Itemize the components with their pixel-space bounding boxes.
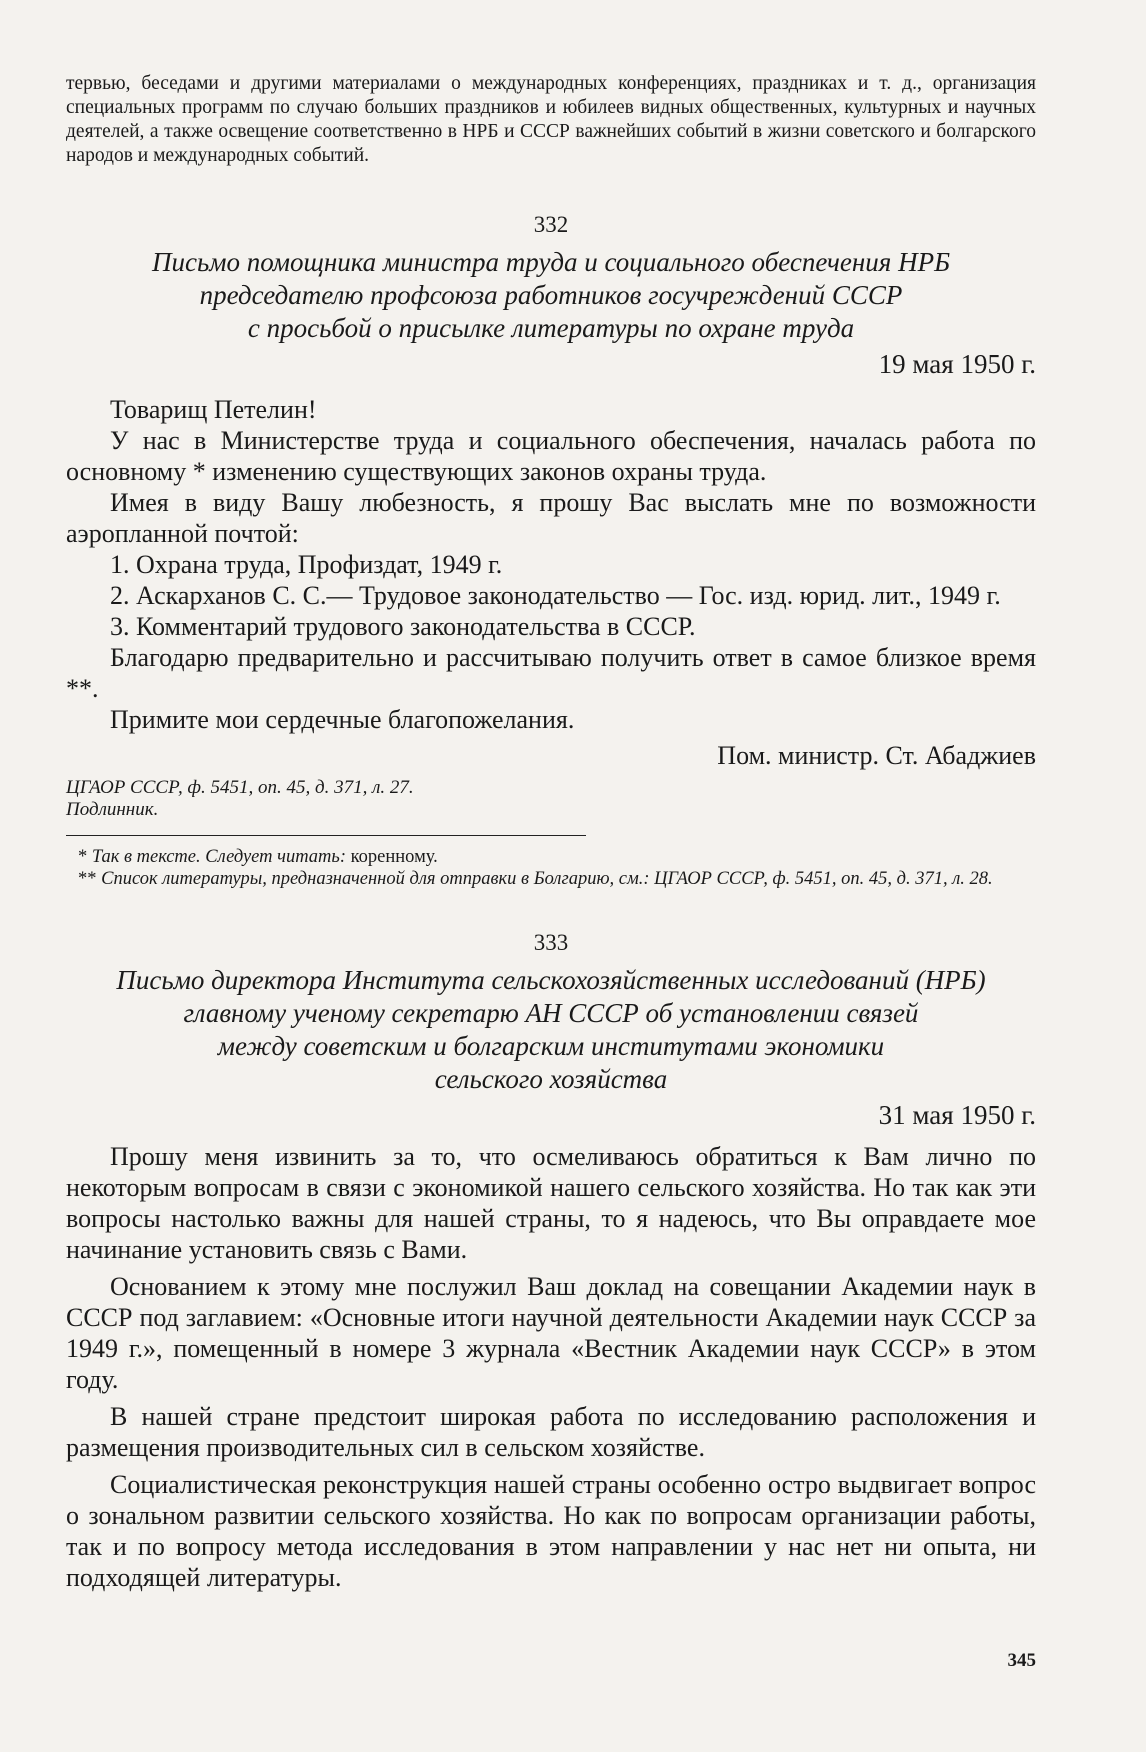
signature: Пом. министр. Ст. Абаджиев [717,741,1036,770]
letter-paragraph: Прошу меня извинить за то, что осмеливаюсь обратиться к Вам лично по некоторым вопросам в связи с экономикой нашего сельского хозяйства. Но так как эти вопросы настолько важны для нашей страны, то я надеюсь, что Вы оправдаете мое начинание установить связь с Вами. [66,1142,1036,1264]
letter-paragraph: Имея в виду Вашу любезность, я прошу Вас выслать мне по возможности аэропланной почтой: [66,488,1036,548]
title-line: Письмо помощника министра труда и социального обеспечения НРБ [152,247,950,277]
page-number: 345 [1007,1650,1036,1671]
footnote [66,846,1036,868]
letter-closing: Примите мои сердечные благопожелания. [110,705,575,734]
footnote-mark: ** [78,869,97,889]
document-date-332: 19 мая 1950 г. [878,349,1036,379]
document-number-332: 332 [533,212,569,237]
footnote-text: коренному. [345,847,438,867]
letter-paragraph: Благодарю предварительно и рассчитываю получить ответ в самое близкое время **. [66,643,1036,703]
footnote-divider [66,835,586,836]
title-line: главному ученому секретарю АН СССР об установлении связей [183,998,919,1028]
document-title-332 [66,246,1036,345]
footnote-mark: * [78,847,88,867]
letter-paragraph: Социалистическая реконструкция нашей страны особенно остро выдвигает вопрос о зональном развитии сельского хозяйства. Но как по вопросам организации работы, так и по вопросу метода исследования в этом направлении у нас нет ни опыта, ни подходящей литературы. [66,1470,1036,1592]
title-line: с просьбой о присылке литературы по охране труда [247,313,855,343]
archive-original-note: Подлинник. [66,799,159,820]
letter-paragraph: Основанием к этому мне послужил Ваш доклад на совещании Академии наук в СССР под заглавием: «Основные итоги научной деятельности Академии наук СССР за 1949 г.», помещенный в номере 3 журнала «Вестник Академии наук СССР» в этом году. [66,1272,1036,1394]
title-line: между советским и болгарским институтами экономики [217,1031,885,1061]
list-item: 2. Аскарханов С. С.— Трудовое законодательство — Гос. изд. юрид. лит., 1949 г. [110,581,1001,610]
document-number-333: 333 [533,930,569,955]
title-line: сельского хозяйства [434,1064,668,1094]
footnote [66,868,1036,890]
archive-reference: ЦГАОР СССР, ф. 5451, оп. 45, д. 371, л. 27. [66,777,414,798]
letter-body-333 [66,1141,1036,1593]
letter-paragraph: У нас в Министерстве труда и социального обеспечения, началась работа по основному * изменению существующих законов охраны труда. [66,426,1036,486]
document-title-333 [66,964,1036,1096]
footnote-text-italic: Список литературы, предназначенной для отправки в Болгарию, см.: ЦГАОР СССР, ф. 5451, оп. 45, д. 371, л. 28. [101,869,993,889]
list-item: 1. Охрана труда, Профиздат, 1949 г. [110,550,503,579]
footnote-text-italic: Так в тексте. Следует читать: [91,847,346,867]
letter-paragraph: В нашей стране предстоит широкая работа по исследованию расположения и размещения производительных сил в сельском хозяйстве. [66,1402,1036,1462]
title-line: Письмо директора Института сельскохозяйственных исследований (НРБ) [116,965,986,995]
list-item: 3. Комментарий трудового законодательства в СССР. [110,612,696,641]
letter-greeting: Товарищ Петелин! [110,395,317,424]
title-line: председателю профсоюза работников госучреждений СССР [199,280,903,310]
intro-paragraph: тервью, беседами и другими материалами о международных конференциях, праздниках и т. д., организация специальных программ по случаю больших праздников и юбилеев видных общественных, культурных и научных деятелей, а также освещение соответственно в НРБ и СССР важнейших событий в жизни советского и болгарского народов и международных событий. [66,73,1036,166]
document-date-333: 31 мая 1950 г. [878,1100,1036,1130]
